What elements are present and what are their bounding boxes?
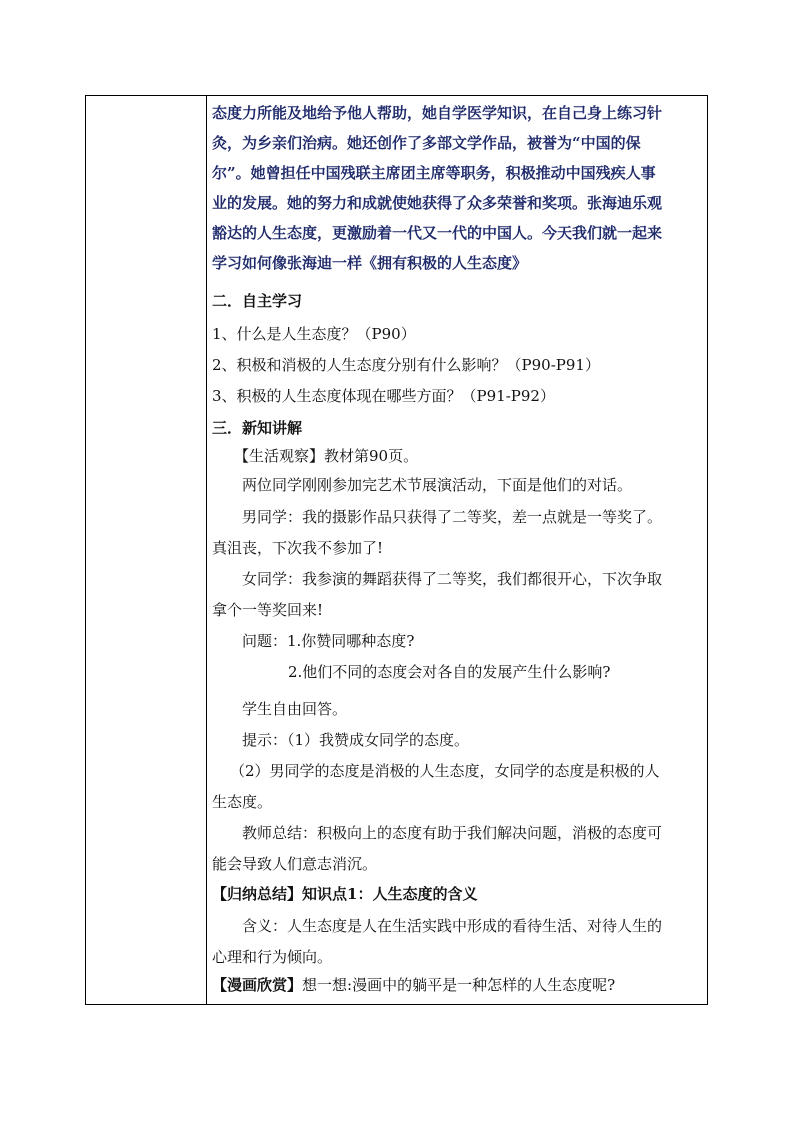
intro-line-3: 尔”。她曾担任中国残联主席团主席等职务，积极推动中国残疾人事	[212, 164, 656, 182]
intro-line-2: 灸，为乡亲们治病。她还创作了多部文学作品，被誉为“中国的保	[212, 134, 641, 152]
hint-2-line-2: 生态度。	[212, 793, 273, 811]
life-observation-line	[234, 441, 701, 471]
free-answer: 学生自由回答。	[242, 700, 348, 718]
lesson-table	[85, 95, 708, 1005]
intro-line-4: 业的发展。她的努力和成就使她获得了众多荣誉和奖项。张海迪乐观	[212, 194, 663, 212]
intro-line-5: 豁达的人生态度，更激励着一代又一代的中国人。今天我们就一起来	[212, 224, 663, 242]
teacher-summary-line-1: 教师总结：积极向上的态度有助于我们解决问题，消极的态度可	[242, 824, 663, 842]
boy-student-line-2: 真沮丧，下次我不参加了!	[212, 539, 384, 557]
question-1: 问题：1.你赞同哪种态度?	[242, 632, 415, 650]
summary-title: 知识点1：人生态度的含义	[302, 885, 478, 903]
hint-1: 提示：（1）我赞成女同学的态度。	[242, 731, 470, 749]
meaning-line-2: 心理和行为倾向。	[212, 948, 333, 966]
comic-question: 想一想:漫画中的躺平是一种怎样的人生态度呢?	[302, 976, 616, 994]
teacher-summary-line-2: 能会导致人们意志消沉。	[212, 855, 378, 873]
life-observation-tag: 【生活观察】	[234, 447, 325, 465]
self-study-question-2: 2、积极和消极的人生态度分别有什么影响？（P90-P91）	[212, 356, 600, 374]
column-divider	[206, 96, 207, 1004]
hint-2-line-1: （2）男同学的态度是消极的人生态度，女同学的态度是积极的人	[230, 762, 660, 780]
self-study-question-1: 1、什么是人生态度？（P90）	[212, 325, 416, 343]
life-observation-text: 教材第90页。	[324, 447, 419, 465]
section-2-title: 二．自主学习	[212, 292, 303, 310]
intro-line-1: 态度力所能及地给予他人帮助，她自学医学知识，在自己身上练习针	[212, 104, 663, 122]
scene-text: 两位同学刚刚参加完艺术节展演活动，下面是他们的对话。	[242, 476, 633, 494]
lesson-content-cell	[212, 96, 701, 1004]
question-2: 2.他们不同的态度会对各自的发展产生什么影响?	[288, 663, 611, 681]
comic-appreciation-line	[212, 970, 701, 1000]
girl-student-line-2: 拿个一等奖回来!	[212, 601, 324, 619]
self-study-question-3: 3、积极的人生态度体现在哪些方面？（P91-P92）	[212, 387, 555, 405]
girl-student-line-1: 女同学：我参演的舞蹈获得了二等奖，我们都很开心，下次争取	[242, 570, 663, 588]
section-3-title: 三．新知讲解	[212, 419, 303, 437]
meaning-line-1: 含义：人生态度是人在生活实践中形成的看待生活、对待人生的	[242, 917, 663, 935]
intro-line-6: 学习如何像张海迪一样《拥有积极的人生态度》	[212, 254, 528, 272]
summary-tag: 【归纳总结】	[212, 885, 303, 903]
summary-heading	[212, 879, 701, 909]
comic-tag: 【漫画欣赏】	[212, 976, 303, 994]
boy-student-line-1: 男同学：我的摄影作品只获得了二等奖，差一点就是一等奖了。	[242, 508, 663, 526]
